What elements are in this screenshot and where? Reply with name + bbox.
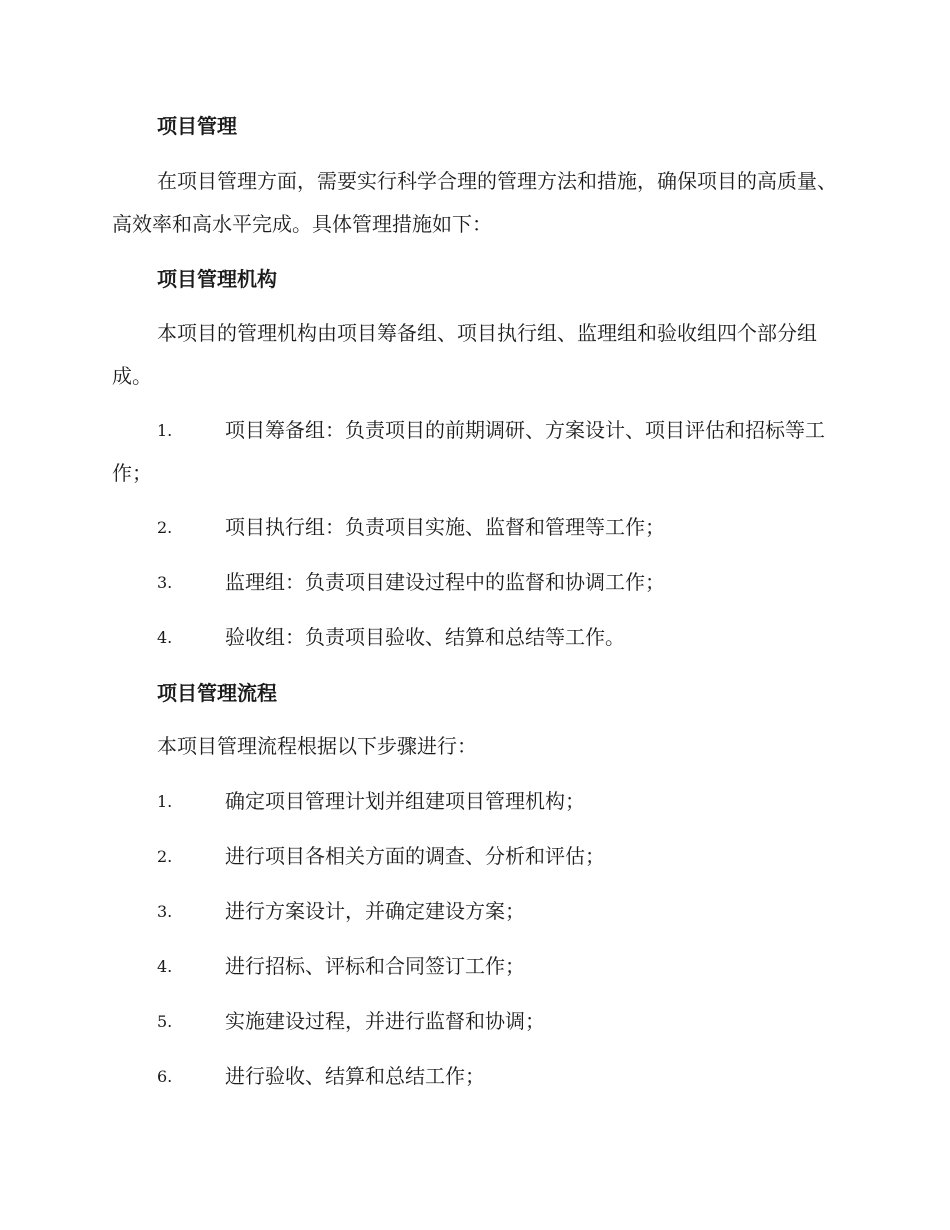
- list-item: [112, 945, 837, 988]
- list-item-text: 进行方案设计，并确定建设方案；: [225, 899, 525, 923]
- list-item-number: 1.: [157, 792, 173, 811]
- list-item: [112, 506, 837, 549]
- list-item-text: 监理组：负责项目建设过程中的监督和协调工作；: [225, 570, 665, 594]
- list-item: [112, 561, 837, 604]
- list-item-number: 4.: [157, 957, 173, 976]
- list-item-number: 3.: [157, 573, 173, 592]
- list-item-text: 实施建设过程，并进行监督和协调；: [225, 1009, 545, 1033]
- section-intro-management-process: 本项目管理流程根据以下步骤进行：: [157, 734, 477, 758]
- list-item: [112, 1055, 837, 1098]
- list-item-number: 2.: [157, 518, 173, 537]
- list-item-text: 验收组：负责项目验收、结算和总结等工作。: [225, 625, 625, 649]
- list-item-text: 项目筹备组：负责项目的前期调研、方案设计、项目评估和招标等工作；: [112, 418, 825, 485]
- list-item-text: 进行项目各相关方面的调查、分析和评估；: [225, 844, 605, 868]
- list-item: [112, 1000, 837, 1043]
- list-item-text: 确定项目管理计划并组建项目管理机构；: [225, 789, 585, 813]
- list-item: [112, 409, 837, 495]
- section-heading-management-organization: 项目管理机构: [157, 267, 277, 291]
- list-item: [112, 890, 837, 933]
- section-heading-management-process: 项目管理流程: [157, 681, 277, 705]
- section-heading-project-management: 项目管理: [157, 114, 237, 138]
- list-item: [112, 835, 837, 878]
- section-intro-project-management: 在项目管理方面，需要实行科学合理的管理方法和措施，确保项目的高质量、高效率和高水平完成。具体管理措施如下：: [112, 169, 837, 236]
- list-item-number: 5.: [157, 1012, 173, 1031]
- list-item-number: 1.: [157, 421, 173, 440]
- list-item-text: 进行验收、结算和总结工作；: [225, 1064, 485, 1088]
- list-item-text: 项目执行组：负责项目实施、监督和管理等工作；: [225, 515, 665, 539]
- list-item-number: 3.: [157, 902, 173, 921]
- section-intro-management-organization: 本项目的管理机构由项目筹备组、项目执行组、监理组和验收组四个部分组成。: [112, 321, 817, 388]
- list-item-text: 进行招标、评标和合同签订工作；: [225, 954, 525, 978]
- list-item: [112, 616, 837, 659]
- list-item-number: 4.: [157, 628, 173, 647]
- list-item: [112, 780, 837, 823]
- list-item-number: 2.: [157, 847, 173, 866]
- list-item-number: 6.: [157, 1067, 173, 1086]
